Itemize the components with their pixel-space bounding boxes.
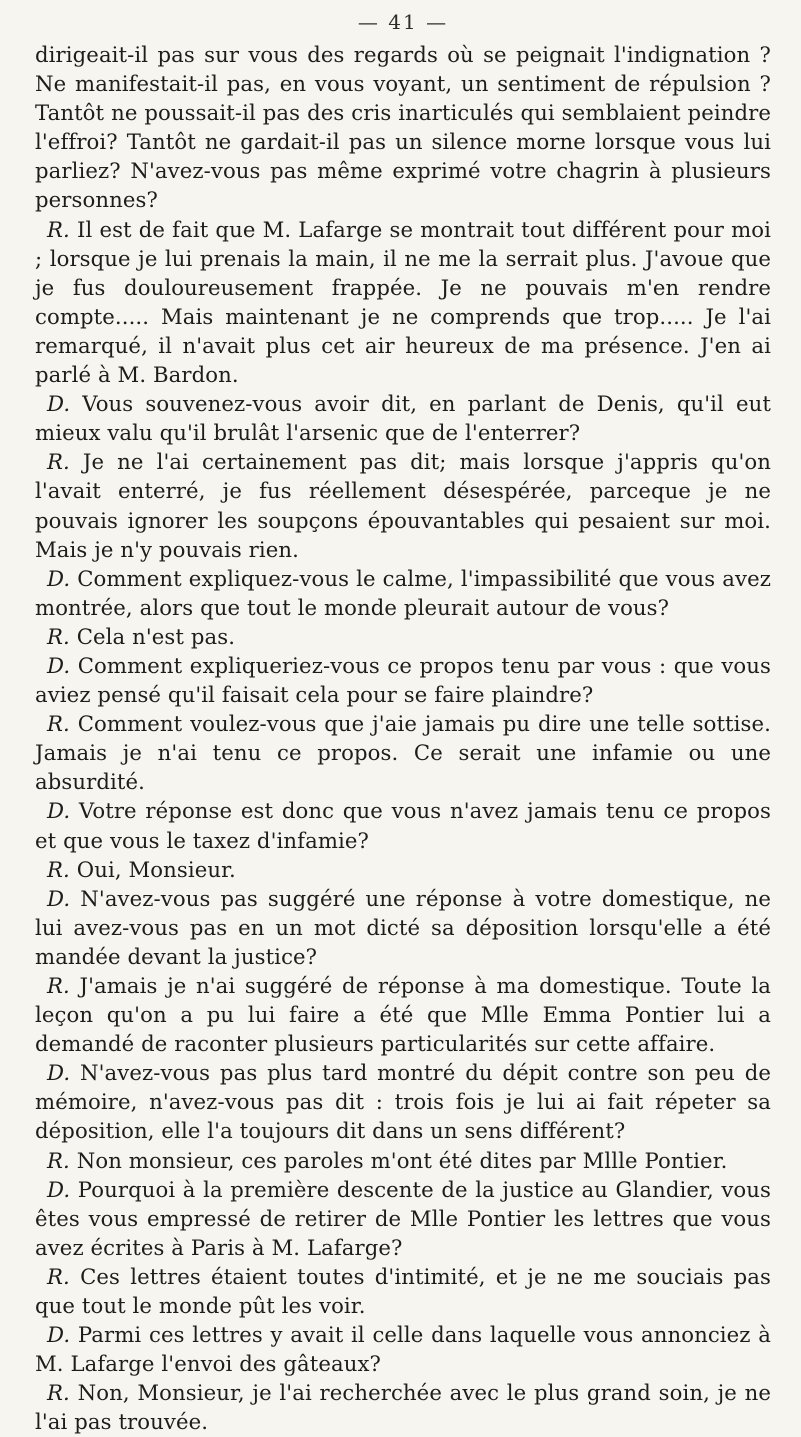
paragraph-text: Je ne l'ai certainement pas dit; mais lorsque j'appris qu'on l'avait enterré, je fus réellement désespérée, parceque je ne pouvais ignorer les soupçons épouvantables qui pesaient sur moi. Mais je n'y pouvais rien.: [35, 449, 771, 562]
paragraph: [35, 1262, 771, 1320]
speaker-label: R.: [47, 449, 70, 475]
speaker-label: R.: [47, 1147, 70, 1173]
paragraph-text: Comment expliquez-vous le calme, l'impassibilité que vous avez montrée, alors que tout le monde pleurait autour de vous?: [35, 565, 771, 620]
paragraph: [35, 971, 771, 1058]
speaker-label: R.: [47, 1380, 70, 1406]
paragraph-text: J'amais je n'ai suggéré de réponse à ma domestique. Toute la leçon qu'on a pu lui faire a été que Mlle Emma Pontier lui a demandé de raconter plusieurs particularités sur cette affaire.: [35, 973, 771, 1057]
paragraph: [35, 1058, 771, 1145]
paragraph-text: Oui, Monsieur.: [76, 856, 236, 882]
speaker-label: R.: [47, 623, 70, 649]
paragraph-text: N'avez-vous pas suggéré une réponse à votre domestique, ne lui avez-vous pas en un mot dicté sa déposition lorsqu'elle a été mandée devant la justice?: [35, 885, 771, 969]
speaker-label: D.: [47, 565, 71, 591]
paragraph: [35, 1320, 771, 1378]
paragraph-text: Pourquoi à la première descente de la justice au Glandier, vous êtes vous empressé de retirer de Mlle Pontier les lettres que vous avez écrites à Paris à M. Lafarge?: [35, 1176, 771, 1260]
paragraph: [35, 1146, 771, 1175]
paragraph: [35, 709, 771, 796]
paragraph: [35, 855, 771, 884]
paragraph: [35, 651, 771, 709]
paragraph: [35, 564, 771, 622]
paragraph-text: Non, Monsieur, je l'ai recherchée avec le plus grand soin, je ne l'ai pas trouvée.: [35, 1380, 771, 1435]
paragraph-text: Cela n'est pas.: [76, 623, 236, 649]
speaker-label: D.: [47, 652, 71, 678]
paragraph: [35, 622, 771, 651]
paragraph-text: Vous souvenez-vous avoir dit, en parlant de Denis, qu'il eut mieux valu qu'il brulât l'arsenic que de l'enterrer?: [35, 391, 771, 446]
paragraph: [35, 1378, 771, 1436]
paragraph-text: Votre réponse est donc que vous n'avez jamais tenu ce propos et que vous le taxez d'infamie?: [35, 798, 771, 853]
paragraph-text: Comment voulez-vous que j'aie jamais pu dire une telle sottise. Jamais je n'ai tenu ce propos. Ce serait une infamie ou une absurdité.: [35, 711, 771, 795]
paragraph: [35, 215, 771, 390]
paragraph-text: Parmi ces lettres y avait il celle dans laquelle vous annonciez à M. Lafarge l'envoi des gâteaux?: [35, 1322, 771, 1377]
paragraph: [35, 447, 771, 563]
paragraph-text: Il est de fait que M. Lafarge se montrait tout différent pour moi ; lorsque je lui prenais la main, il ne me la serrait plus. J'avoue que je fus douloureusement frappée. Je ne pouvais m'en rendre compte..... Mais maintenant je ne comprends que trop..... Je l'ai remarqué, il n'avait plus cet air heureux de ma présence. J'en ai parlé à M. Bardon.: [35, 216, 771, 388]
speaker-label: D.: [47, 391, 71, 417]
body-text: [35, 40, 771, 1437]
speaker-label: D.: [47, 1322, 71, 1348]
paragraph-text: Comment expliqueriez-vous ce propos tenu par vous : que vous aviez pensé qu'il faisait cela pour se faire plaindre?: [35, 652, 771, 708]
speaker-label: D.: [47, 1060, 71, 1086]
speaker-label: R.: [47, 216, 70, 242]
speaker-label: R.: [47, 973, 70, 998]
paragraph-text: Ces lettres étaient toutes d'intimité, et je ne me souciais pas que tout le monde pût les voir.: [35, 1263, 771, 1319]
speaker-label: D.: [47, 885, 71, 911]
paragraph: [35, 796, 771, 854]
paragraph: [35, 1175, 771, 1262]
speaker-label: R.: [47, 856, 70, 882]
page-number: — 41 —: [357, 10, 449, 34]
paragraph: [35, 389, 771, 447]
paragraph-text: N'avez-vous pas plus tard montré du dépit contre son peu de mémoire, n'avez-vous pas dit : trois fois je lui ai fait répeter sa déposition, elle l'a toujours dit dans un sens différent?: [35, 1060, 771, 1144]
paragraph: [35, 40, 771, 215]
paragraph: [35, 884, 771, 971]
speaker-label: D.: [47, 798, 71, 824]
speaker-label: R.: [47, 711, 70, 737]
speaker-label: R.: [47, 1263, 70, 1289]
speaker-label: D.: [47, 1176, 71, 1202]
paragraph-text: Non monsieur, ces paroles m'ont été dites par Mllle Pontier.: [76, 1147, 728, 1173]
paragraph-text: dirigeait-il pas sur vous des regards où se peignait l'indignation ? Ne manifestait-il pas, en vous voyant, un sentiment de répulsion ? Tantôt ne poussait-il pas des cris inarticulés qui semblaient peindre l'effroi? Tantôt ne gardait-il pas un silence morne lorsque vous lui parliez? N'avez-vous pas même exprimé votre chagrin à plusieurs personnes?: [35, 42, 771, 213]
